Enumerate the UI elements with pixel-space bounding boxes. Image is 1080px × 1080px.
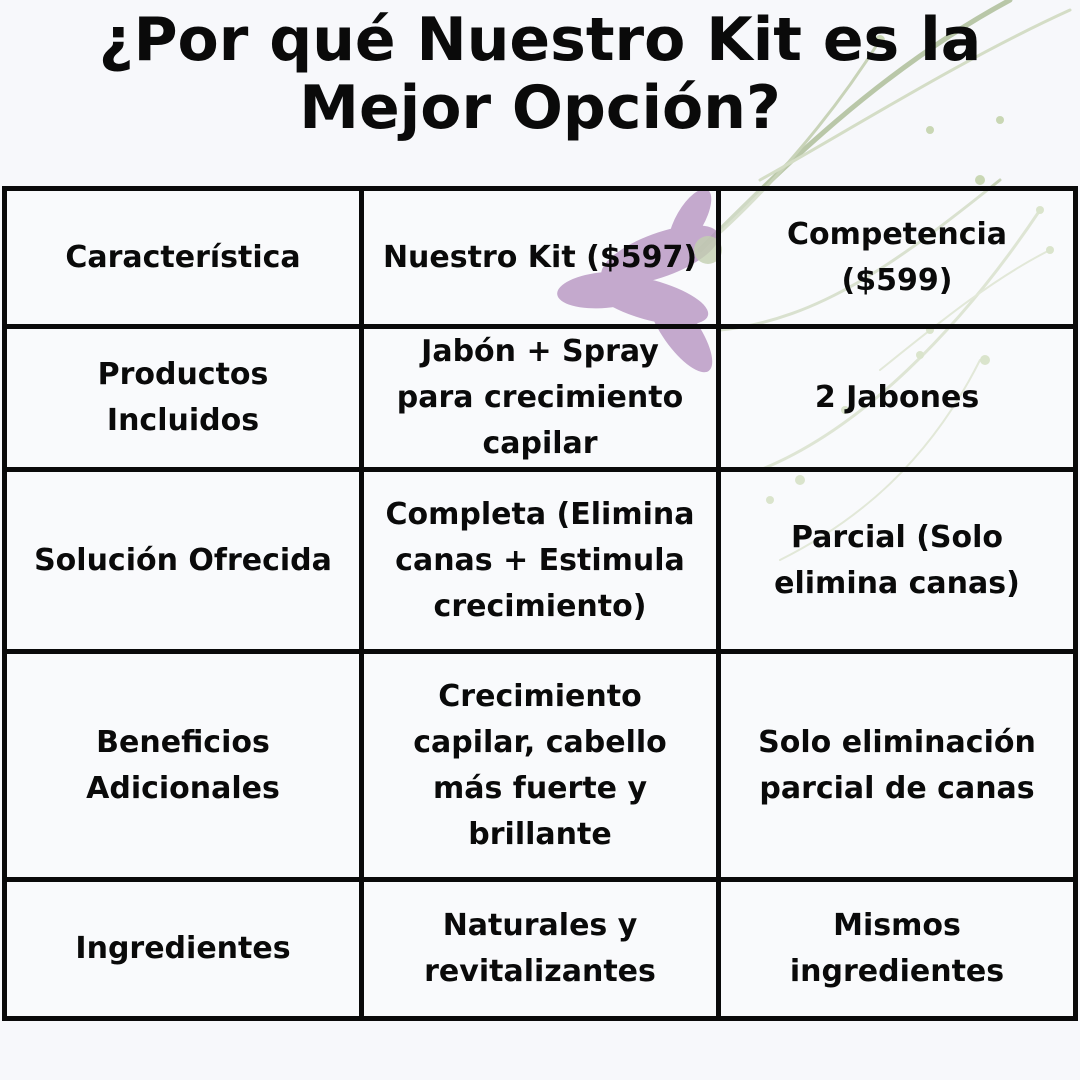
page-title: ¿Por qué Nuestro Kit es la Mejor Opción? [98,5,982,143]
row-competition: Solo eliminación parcial de canas [719,652,1076,880]
table-row [5,327,1076,470]
row-our-kit: Naturales y revitalizantes [362,880,719,1019]
header-feature: Característica [5,189,362,327]
row-competition: 2 Jabones [719,327,1076,470]
table-row [5,652,1076,880]
row-feature: Solución Ofrecida [5,470,362,652]
row-our-kit: Completa (Elimina canas + Estimula crecimiento) [362,470,719,652]
row-feature: Ingredientes [5,880,362,1019]
header-our-kit: Nuestro Kit ($597) [362,189,719,327]
table-header-row [5,189,1076,327]
row-feature: Beneficios Adicionales [5,652,362,880]
comparison-table [2,186,1078,1021]
row-our-kit: Crecimiento capilar, cabello más fuerte y brillante [362,652,719,880]
row-our-kit: Jabón + Spray para crecimiento capilar [362,327,719,470]
row-competition: Mismos ingredientes [719,880,1076,1019]
row-feature: Productos Incluidos [5,327,362,470]
header-competition: Competencia ($599) [719,189,1076,327]
table-row [5,880,1076,1019]
table-row [5,470,1076,652]
row-competition: Parcial (Solo elimina canas) [719,470,1076,652]
